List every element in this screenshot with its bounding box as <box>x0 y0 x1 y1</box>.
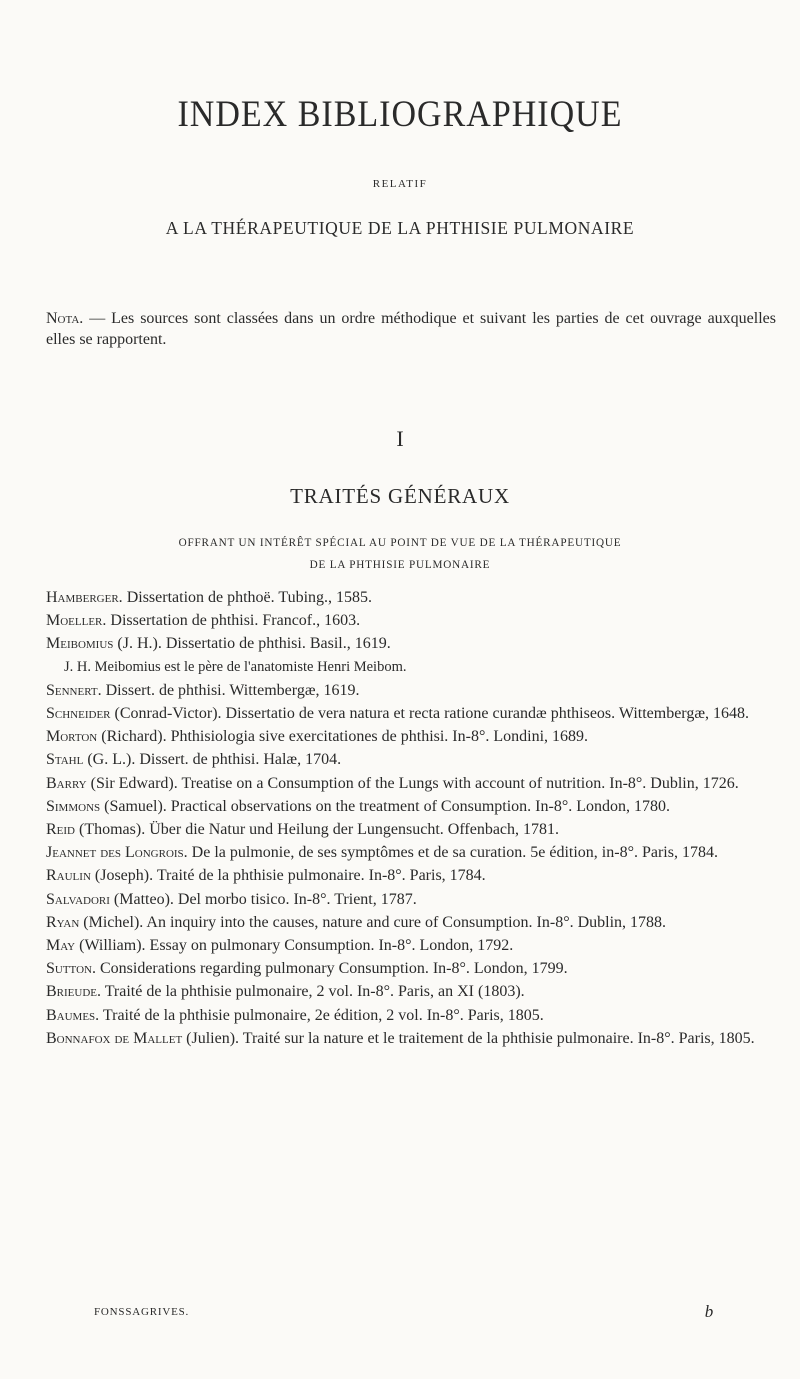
entry-author: Brieude. <box>46 983 101 1001</box>
bibliography-entry <box>46 748 776 771</box>
page-title: INDEX BIBLIOGRAPHIQUE <box>177 94 623 135</box>
entry-text: Dissertation de phthisi. Francof., 1603. <box>106 612 361 630</box>
entry-text: (William). Essay on pulmonary Consumption. In-8°. London, 1792. <box>75 937 514 955</box>
bibliography-entry <box>46 772 776 795</box>
entry-author: Barry <box>46 774 87 792</box>
entry-author: Moeller. <box>46 612 107 630</box>
bibliography-entry <box>46 957 776 980</box>
entry-author: Simmons <box>46 797 101 815</box>
bibliography-note <box>46 656 776 679</box>
section-subtitle-line2: DE LA PHTHISIE PULMONAIRE <box>309 559 491 571</box>
entry-text: (Joseph). Traité de la phthisie pulmonaire. In-8°. Paris, 1784. <box>90 867 486 885</box>
entry-author: Reid <box>46 821 75 839</box>
bibliography-entry <box>46 586 776 609</box>
bibliography-entry <box>46 888 776 911</box>
bibliography-list <box>46 586 776 1050</box>
section-subtitle <box>0 532 800 576</box>
bibliography-entry <box>46 841 776 864</box>
entry-text: Traité de la phthisie pulmonaire, 2 vol. In-8°. Paris, an XI (1803). <box>101 983 525 1001</box>
entry-text: Traité de la phthisie pulmonaire, 2e édition, 2 vol. In-8°. Paris, 1805. <box>99 1006 544 1024</box>
entry-author: Stahl <box>46 751 84 769</box>
bibliography-entry <box>46 934 776 957</box>
bibliography-entry <box>46 980 776 1003</box>
bibliography-entry <box>46 609 776 632</box>
entry-author: Baumes. <box>46 1006 100 1024</box>
entry-author: Meibomius <box>46 635 114 653</box>
entry-author: May <box>46 937 76 955</box>
bibliography-entry <box>46 1027 776 1050</box>
entry-author: Jeannet des Longrois. <box>46 844 188 862</box>
bibliography-entry <box>46 864 776 887</box>
bibliography-entry <box>46 818 776 841</box>
entry-text: (Conrad-Victor). Dissertatio de vera natura et recta ratione curandæ phthiseos. Wittembergæ, 1648. <box>110 705 750 723</box>
entry-text: (Julien). Traité sur la nature et le traitement de la phthisie pulmonaire. In-8°. Paris, 1805. <box>182 1029 755 1047</box>
bibliography-entry <box>46 795 776 818</box>
entry-text: (Michel). An inquiry into the causes, nature and cure of Consumption. In-8°. Dublin, 1788. <box>79 913 667 931</box>
entry-text: (G. L.). Dissert. de phthisi. Halæ, 1704. <box>83 751 342 769</box>
entry-author: Bonnafox de Mallet <box>46 1029 183 1047</box>
note-text: J. H. Meibomius est le père de l'anatomiste Henri Meibom. <box>64 658 407 675</box>
page-footer <box>94 1302 714 1321</box>
entry-author: Schneider <box>46 705 111 723</box>
nota-text: — Les sources sont classées dans un ordre méthodique et suivant les parties de cet ouvrage auxquelles elles se rapportent. <box>46 310 776 348</box>
bibliography-entry <box>46 702 776 725</box>
entry-author: Sennert. <box>46 681 102 699</box>
title-relatif: RELATIF <box>372 178 428 190</box>
bibliography-entry <box>46 1004 776 1027</box>
entry-text: (Sir Edward). Treatise on a Consumption of the Lungs with account of nutrition. In-8°. Dublin, 1726. <box>86 774 739 792</box>
entry-author: Hamberger. <box>46 589 123 606</box>
bibliography-entry <box>46 632 776 655</box>
nota-label: Nota. <box>46 310 84 327</box>
entry-text: Dissertation de phthoë. Tubing., 1585. <box>122 589 373 606</box>
entry-text: De la pulmonie, de ses symptômes et de sa curation. 5e édition, in-8°. Paris, 1784. <box>187 844 718 862</box>
nota-paragraph <box>46 308 776 350</box>
entry-text: Considerations regarding pulmonary Consumption. In-8°. London, 1799. <box>95 960 568 978</box>
entry-text: (Richard). Phthisiologia sive exercitationes de phthisi. In-8°. Londini, 1689. <box>97 728 589 746</box>
footer-signature-mark: b <box>704 1302 714 1321</box>
footer-signature-name: FONSSAGRIVES. <box>94 1306 190 1318</box>
entry-author: Salvadori <box>46 890 110 908</box>
bibliography-entry <box>46 679 776 702</box>
page-subtitle: A LA THÉRAPEUTIQUE DE LA PHTHISIE PULMONAIRE <box>165 218 635 238</box>
section-subtitle-line1: OFFRANT UN INTÉRÊT SPÉCIAL AU POINT DE VUE DE LA THÉRAPEUTIQUE <box>178 537 622 549</box>
bibliography-entry <box>46 725 776 748</box>
entry-text: (Thomas). Über die Natur und Heilung der Lungensucht. Offenbach, 1781. <box>75 821 560 839</box>
entry-text: (Samuel). Practical observations on the treatment of Consumption. In-8°. London, 1780. <box>100 797 670 815</box>
section-title: TRAITÉS GÉNÉRAUX <box>290 484 510 508</box>
entry-author: Ryan <box>46 913 80 931</box>
entry-author: Sutton. <box>46 960 96 978</box>
entry-author: Raulin <box>46 867 91 885</box>
entry-text: (Matteo). Del morbo tisico. In-8°. Trient, 1787. <box>109 890 417 908</box>
entry-text: (J. H.). Dissertatio de phthisi. Basil., 1619. <box>113 635 391 653</box>
bibliography-entry <box>46 911 776 934</box>
entry-text: Dissert. de phthisi. Wittembergæ, 1619. <box>101 681 360 699</box>
section-numeral: I <box>396 426 404 451</box>
entry-author: Morton <box>46 728 98 746</box>
